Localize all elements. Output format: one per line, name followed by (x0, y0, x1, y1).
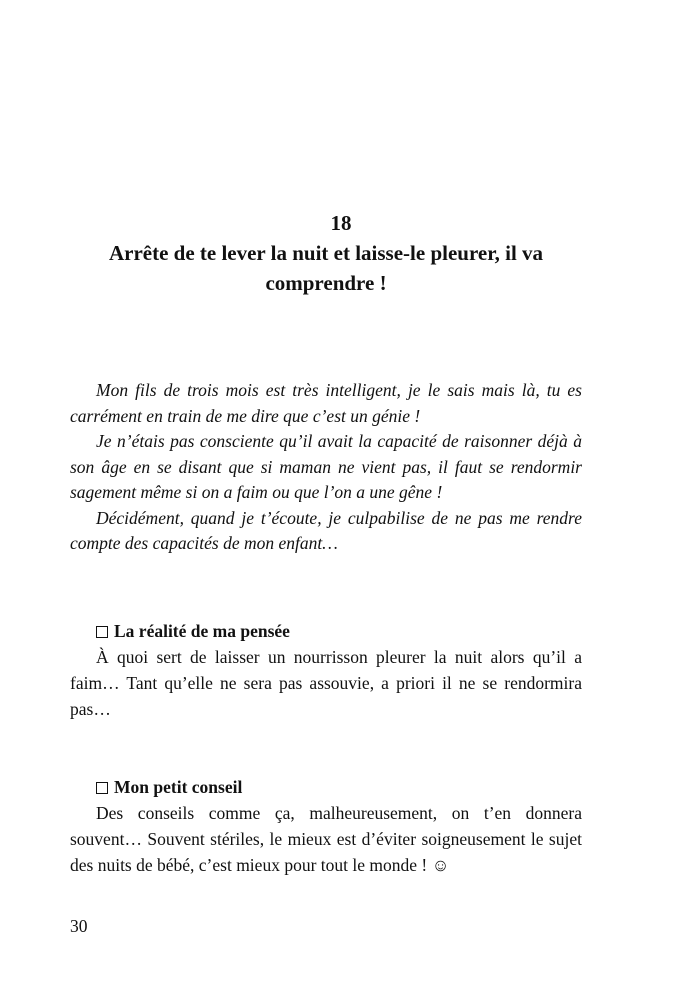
checkbox-icon (96, 782, 108, 794)
intro-paragraph: Mon fils de trois mois est très intelligent, je le sais mais là, tu es carrément en train de me dire que c’est un génie ! (70, 380, 582, 426)
intro-paragraph: Décidément, quand je t’écoute, je culpabilise de ne pas me rendre compte des capacités de mon enfant… (70, 507, 582, 553)
section-heading-label: Mon petit conseil (114, 777, 243, 797)
section-reality (70, 618, 582, 722)
chapter-title: Arrête de te lever la nuit et laisse-le pleurer, il va comprendre ! (108, 241, 544, 295)
intro-text (70, 378, 582, 557)
section-advice (70, 774, 582, 878)
chapter-number: 18 (330, 211, 352, 235)
section-heading (70, 774, 582, 800)
intro-paragraph: Je n’étais pas consciente qu’il avait la capacité de raisonner déjà à son âge en se disant que si maman ne vient pas, il faut se rendormir sagement même si on a faim ou que l’on a une gêne ! (70, 431, 582, 502)
section-body: Des conseils comme ça, malheureusement, on t’en donnera souvent… Souvent stériles, le mieux est d’éviter soigneusement le sujet des nuits de bébé, c’est mieux pour tout le monde ! ☺ (70, 803, 582, 875)
page-number: 30 (70, 916, 88, 936)
section-heading-label: La réalité de ma pensée (114, 621, 290, 641)
section-heading (70, 618, 582, 644)
section-body: À quoi sert de laisser un nourrisson pleurer la nuit alors qu’il a faim… Tant qu’elle ne sera pas assouvie, a priori il ne se rendormira pas… (70, 647, 582, 719)
book-page (70, 0, 582, 992)
checkbox-icon (96, 626, 108, 638)
